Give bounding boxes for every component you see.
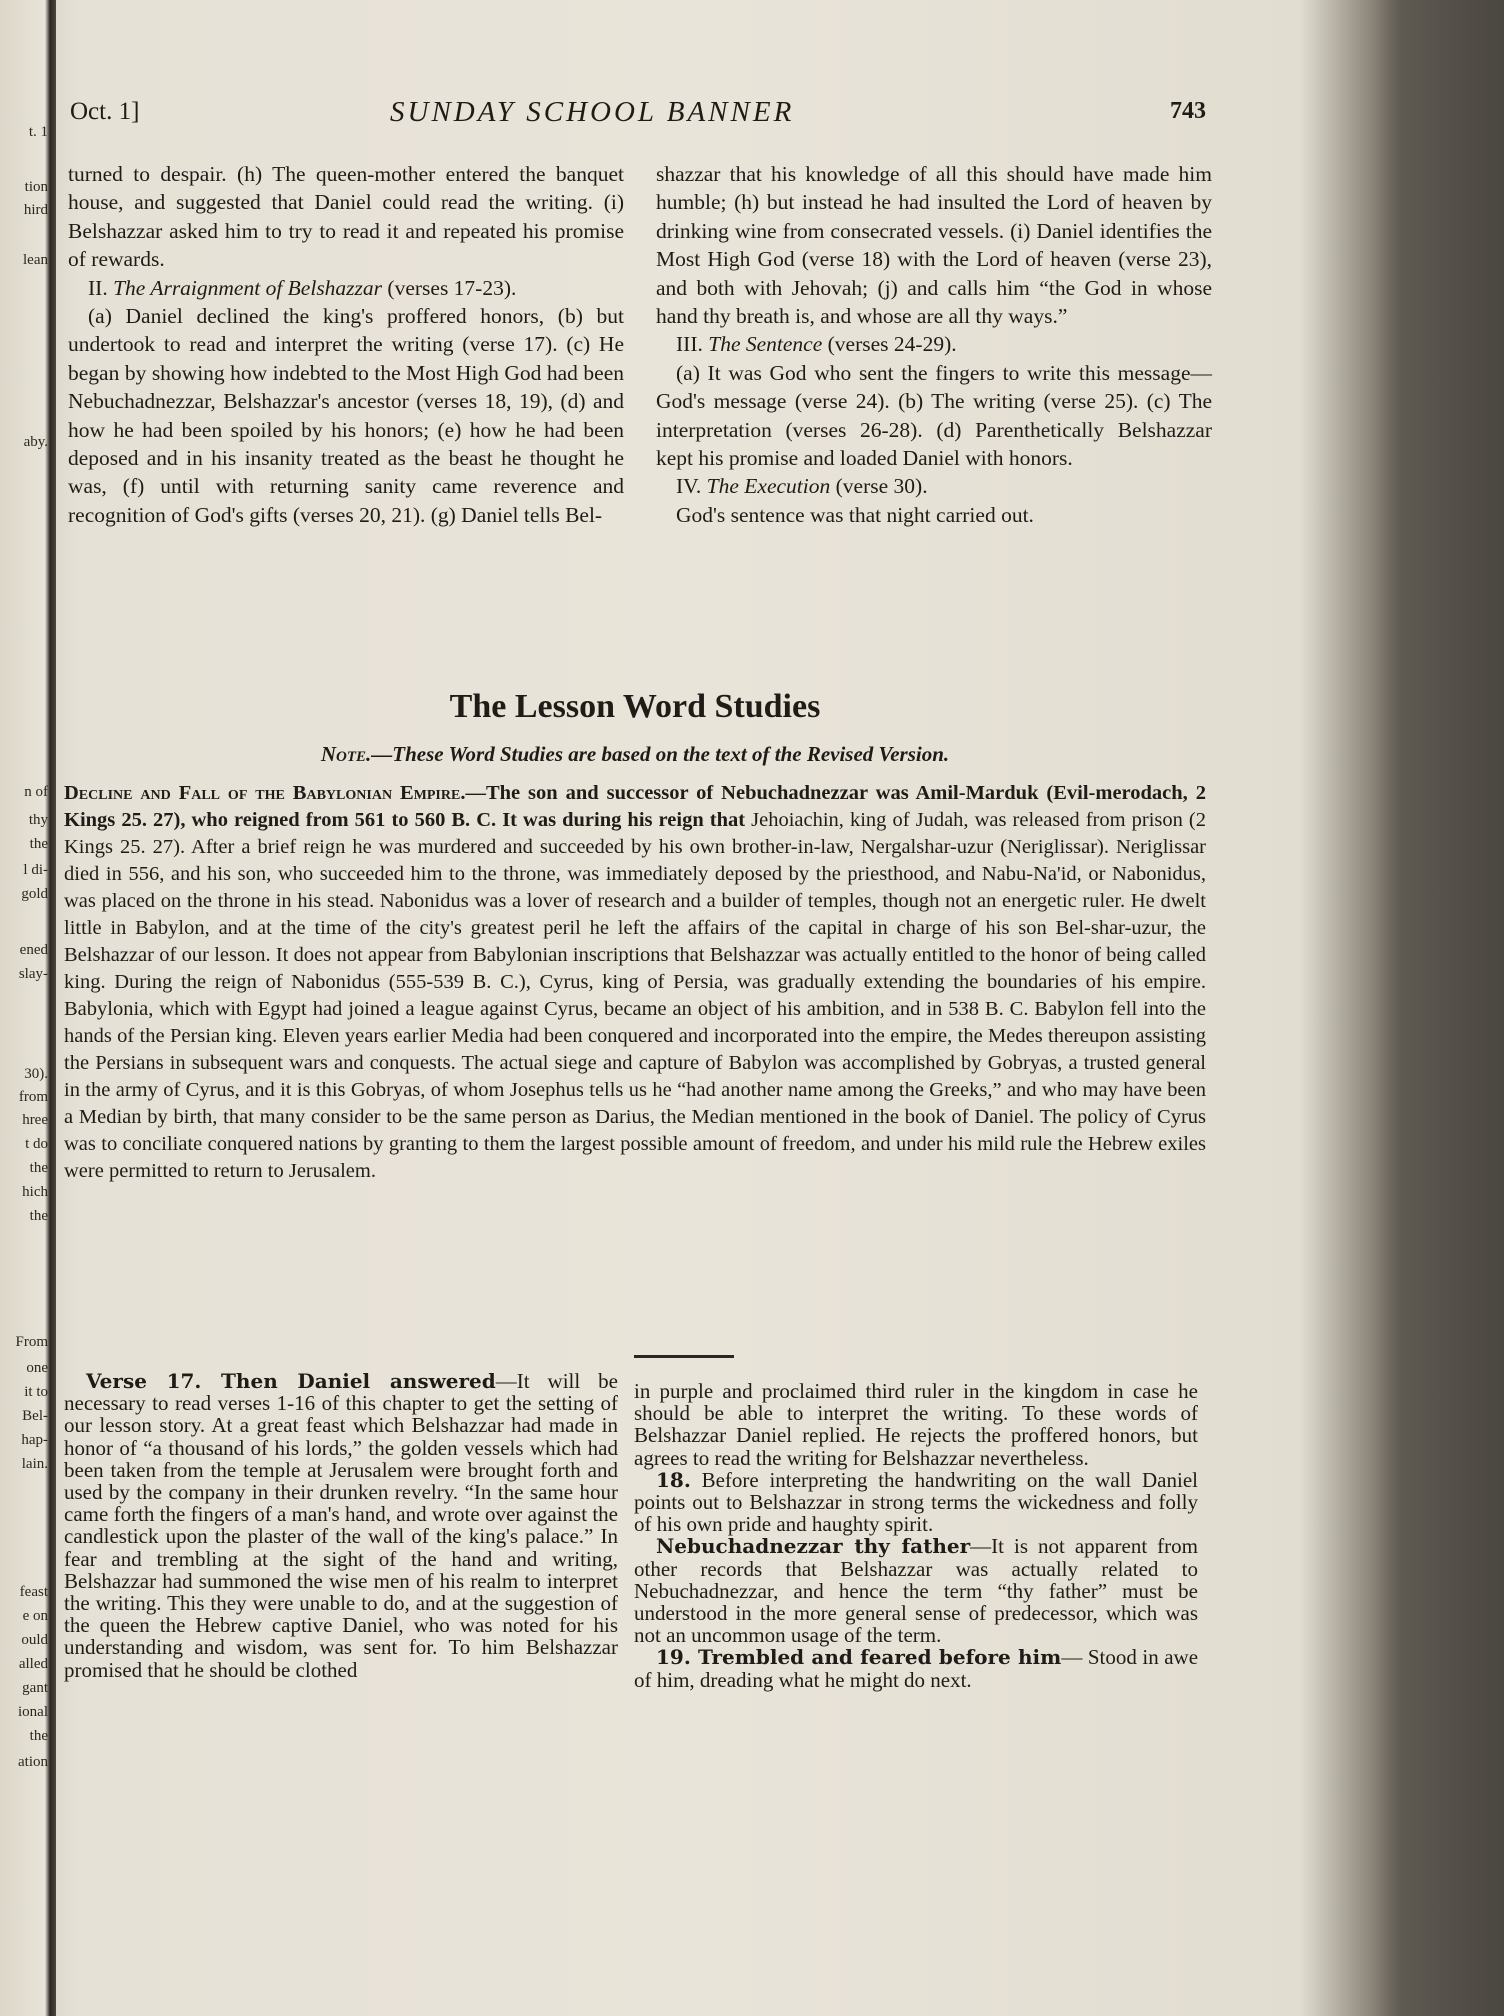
previous-page-fragment: ation [18,1754,48,1770]
note-text: —These Word Studies are based on the text of the Revised Version. [371,742,950,766]
outline-heading-ref: (verses 17-23). [387,275,517,300]
word-studies-body: Jehoiachin, king of Judah, was released from prison (2 Kings 25. 27). After a brief reign he was murdered and succeeded by his own brother-in-law, Nergalshar-uzur (Neriglissar). Neriglissar died in 556, and his son, who succeeded him to the throne, was immediately deposed by the priesthood, and Nabu-Na'id, or Nabonidus, was placed on the throne in his stead. Nabonidus was a lover of research and a builder of temples, though not an energetic ruler. He dwelt little in Babylon, and at the time of the city's greatest peril he left the affairs of the capital in charge of his son Bel-shar-uzur, the Belshazzar of our lesson. It does not appear from Babylonian inscriptions that Belshazzar was actually entitled to the honor of being called king. During the reign of Nabonidus (555-539 B. C.), Cyrus, king of Persia, was gradually extending the boundaries of his empire. Babylonia, which with Egypt had joined a league against Cyrus, became an object of his ambition, and in 538 B. C. Babylon fell into the hands of the Persian king. Eleven years earlier Media had been conquered and incorporated into the empire, the Medes thereupon assisting the Persians in subsequent wars and conquests. The actual siege and capture of Babylon was accomplished by Gobryas, a trusted general in the army of Cyrus, and it is this Gobryas, of whom Josephus tells us he “had another name among the Greeks,” and who may have been a Median by birth, that many consider to be the same person as Darius, the Median mentioned in the book of Daniel. The policy of Cyrus was to conciliate conquered nations by granting to them the largest possible amount of freedom, and under his mild rule the Hebrew exiles were permitted to return to Jerusalem. [64,809,1206,1182]
word-studies-lead-bold: —The son and successor of Nebuchadnezzar was Amil-Marduk (Evil-merodach, 2 Kings 25. 27), who reigned from 561 to 560 B. C. It was during his reign that [64,782,1206,831]
previous-page-fragment: ened [19,942,48,958]
previous-page-fragment: 30). [24,1066,48,1082]
previous-page-fragment: tion [24,179,48,195]
previous-page-fragment: it to [24,1384,48,1400]
verse-note-heading: Verse 17. Then Daniel answered [86,1369,496,1393]
previous-page-fragment: e on [22,1608,48,1624]
verse-notes-left-column [64,1370,618,1681]
verse-note-text: Before interpreting the handwriting on the wall Daniel points out to Belshazzar in strong terms the wickedness and folly of his own pride and haughty spirit. [634,1467,1198,1537]
previous-page-fragment: feast [19,1584,48,1600]
verse-note-text: in purple and proclaimed third ruler in the kingdom in case he should be able to interpret the writing. To these words of Belshazzar Daniel replied. He rejects the proffered honors, but agrees to read the writing for Belshazzar nevertheless. [634,1379,1198,1470]
section-note [60,742,1210,767]
page-number: 743 [1170,98,1206,124]
outline-text: shazzar that his knowledge of all this should have made him humble; (h) but instead he had insulted the Lord of heaven by drinking wine from consecrated vessels. (i) Daniel identifies the Most High God (verse 18) with the Lord of heaven (verse 23), and both with Jehovah; (j) and calls him “the God in whose hand thy breath is, and whose are all thy ways.” [656,162,1212,329]
verse-note [634,1535,1198,1646]
verse-note-heading: 18. [656,1467,691,1492]
previous-page-fragment: the [29,1728,48,1744]
verse-notes-right-column [634,1380,1198,1691]
verse-note-text: — Stood in awe of him, dreading what he might do next. [634,1645,1199,1692]
previous-page-fragment: gant [22,1680,48,1696]
outline-heading-title: The Sentence [708,332,823,357]
running-header [60,90,1210,134]
previous-page-fragment: From [15,1334,48,1350]
note-label: Note. [320,742,372,766]
previous-page-fragment: aby. [23,434,48,450]
previous-page-fragment: alled [18,1656,48,1672]
outline-paragraph: (a) It was God who sent the fingers to write this message—God's message (verse 24). (b) The writing (verse 25). (c) The interpretation (verses 26-28). (d) Parenthetically Belshazzar kept his promise and loaded Daniel with honors. [656,360,1212,471]
page [60,90,1210,1970]
verse-note [634,1469,1198,1536]
previous-page-fragment: thy [28,812,48,828]
verse-note [64,1370,618,1681]
verse-note-text: —It is not apparent from other records that Belshazzar was actually related to Nebuchadnezzar, and hence the term “thy father” must be understood in the more general sense of predecessor, which was not an uncommon usage of the term. [634,1534,1198,1648]
previous-page-fragment: t. 1 [28,124,48,140]
outline-heading-title: The Arraignment of Belshazzar [113,275,383,300]
previous-page-fragment: hree [22,1112,48,1128]
verse-note [634,1380,1198,1469]
previous-page-fragment: slay- [18,966,48,982]
previous-page-fragment: gold [21,886,48,902]
previous-page-fragment: the [29,836,48,852]
previous-page-fragment: ional [18,1704,48,1720]
outline-heading-title: The Execution [706,474,831,499]
previous-page-fragment: n of [24,784,48,800]
outline-numeral: IV. [676,474,702,499]
previous-page-fragment: the [29,1160,48,1176]
outline-left-column [68,160,624,529]
previous-page-edge [0,0,56,2016]
word-studies-lead-caps: Decline and Fall of the Babylonian Empire. [64,782,466,804]
outline-numeral: II. [88,275,108,300]
previous-page-fragment: t do [25,1136,48,1152]
outline-heading [68,274,624,302]
outline-paragraph: (a) Daniel declined the king's proffered honors, (b) but undertook to read and interpret the writing (verse 17). (c) He began by showing how indebted to the Most High God had been Nebuchadnezzar, Belshazzar's ancestor (verses 18, 19), (d) and how he had been spoiled by his honors; (e) how he had been deposed and in his insanity treated as the beast he thought he was, (f) until with returning sanity came reverence and recognition of God's gifts (verses 20, 21). (g) Daniel tells Bel- [68,304,624,527]
verse-note [634,1646,1198,1690]
previous-page-fragment: Bel- [22,1408,48,1424]
previous-page-fragment: lain. [21,1456,48,1472]
header-date: Oct. 1] [70,98,140,125]
word-studies-paragraph [64,780,1206,1185]
previous-page-fragment: one [26,1360,48,1376]
previous-page-fragment: hird [23,202,48,218]
outline-heading-ref: (verse 30). [835,474,928,499]
outline-heading [656,472,1212,500]
outline-paragraph: God's sentence was that night carried out. [676,502,1034,527]
outline-numeral: III. [676,332,703,357]
previous-page-fragment: l di- [23,862,48,878]
verse-note-heading: Nebuchadnezzar thy father [656,1534,971,1559]
verse-note-text: —It will be necessary to read verses 1-16 of this chapter to get the setting of our lesson story. At a great feast which Belshazzar had made in honor of “a thousand of his lords,” the golden vessels which had been taken from the temple at Jerusalem were brought forth and used by the company in their drunken revelry. “In the same hour came forth the fingers of a man's hand, and wrote over against the candlestick upon the plaster of the wall of the king's palace.” In fear and trembling at the sight of the hand and writing, Belshazzar had summoned the wise men of his realm to interpret the writing. This they were unable to do, and at the suggestion of the queen the Hebrew captive Daniel, who was noted for his understanding and wisdom, was sent for. To him Belshazzar promised that he should be clothed [64,1369,618,1682]
previous-page-fragment: lean [23,252,48,268]
outline-right-column [656,160,1212,529]
outline-heading-ref: (verses 24-29). [827,332,957,357]
section-title: The Lesson Word Studies [449,688,821,725]
previous-page-fragment: hich [22,1184,48,1200]
previous-page-fragment: from [18,1089,48,1105]
header-title: SUNDAY SCHOOL BANNER [390,96,795,128]
outline-text: turned to despair. (h) The queen-mother entered the banquet house, and suggested that Daniel could read the writing. (i) Belshazzar asked him to try to read it and repeated his promise of rewards. [68,162,624,272]
verse-note-heading: 19. Trembled and feared before him [656,1645,1062,1670]
section-divider [634,1355,734,1358]
previous-page-fragment: the [29,1208,48,1224]
previous-page-fragment: ould [21,1632,48,1648]
previous-page-fragment: hap- [21,1432,48,1448]
outline-heading [656,330,1212,358]
